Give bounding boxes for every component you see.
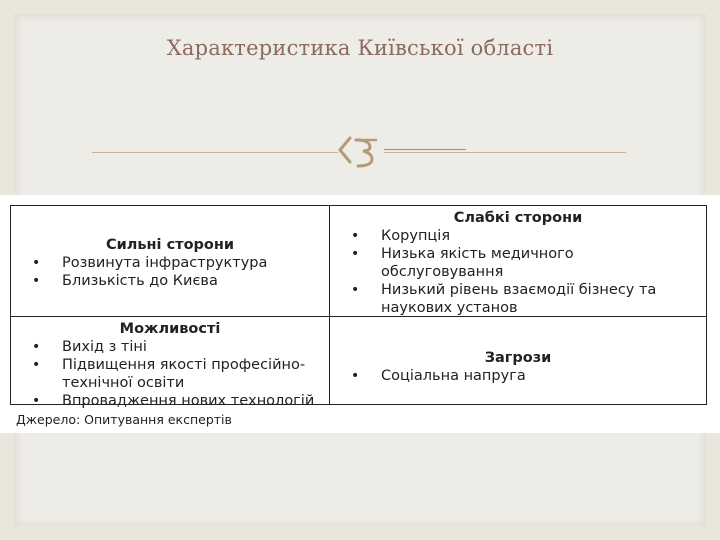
title-divider-right	[384, 152, 626, 153]
weaknesses-heading: Слабкі сторони	[453, 210, 583, 226]
strengths-heading: Сильні сторони	[105, 237, 235, 253]
opportunities-list	[11, 338, 329, 410]
threats-list	[330, 367, 706, 385]
title-divider-left	[92, 152, 338, 153]
threats-heading: Загрози	[484, 350, 552, 366]
weaknesses-item: • Низький рівень взаємодії бізнесу та наукових установ	[330, 281, 706, 317]
threats-item: • Соціальна напруга	[330, 367, 706, 385]
scroll-ornament-icon	[336, 130, 386, 170]
strengths-list	[11, 254, 329, 290]
strengths-item: • Розвинута інфраструктура	[11, 254, 329, 272]
opportunities-heading: Можливості	[119, 321, 221, 337]
slide-title: Характеристика Київської області	[166, 36, 554, 60]
opportunities-item: • Підвищення якості професійно- технічної освіти	[11, 356, 329, 392]
opportunities-item: • Впровадження нових технологій	[11, 392, 329, 410]
weaknesses-item: • Корупція	[330, 227, 706, 245]
strengths-item: • Близькість до Києва	[11, 272, 329, 290]
source-note: Джерело: Опитування експертів	[16, 412, 232, 427]
weaknesses-cell	[330, 209, 706, 317]
opportunities-cell	[11, 320, 329, 410]
swot-image-area	[0, 195, 720, 433]
title-divider-center	[384, 149, 466, 150]
weaknesses-list	[330, 227, 706, 317]
opportunities-item: • Вихід з тіні	[11, 338, 329, 356]
swot-table	[10, 205, 707, 409]
threats-cell	[330, 349, 706, 385]
strengths-cell	[11, 236, 329, 290]
weaknesses-item: • Низька якість медичного обслуговування	[330, 245, 706, 281]
